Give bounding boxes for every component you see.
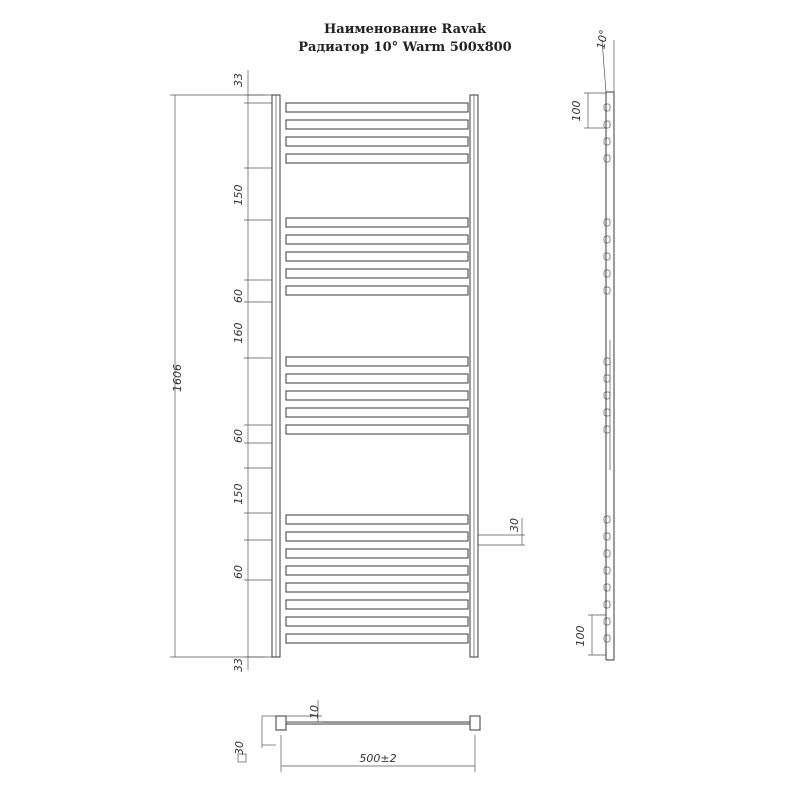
side-top-offset-label: 100	[570, 100, 583, 122]
side-bar-end	[604, 121, 610, 128]
bottom-view	[233, 700, 480, 772]
radiator-bar	[286, 120, 468, 129]
radiator-bars	[286, 103, 468, 643]
dimension-label: 60	[232, 565, 245, 579]
radiator-bar	[286, 391, 468, 400]
side-bar-end	[604, 253, 610, 260]
bottom-offset-label: 10	[308, 705, 321, 719]
side-angle-label: 10°	[594, 28, 611, 51]
radiator-bar	[286, 103, 468, 112]
side-bar-end	[604, 138, 610, 145]
drawing-title: Наименование Ravak	[323, 22, 487, 37]
radiator-bar	[286, 549, 468, 558]
radiator-bar	[286, 357, 468, 366]
radiator-bar	[286, 154, 468, 163]
side-bar-end	[604, 601, 610, 608]
radiator-bar	[286, 617, 468, 626]
radiator-bar	[286, 374, 468, 383]
side-bar-end	[604, 155, 610, 162]
dimension-label: 60	[232, 289, 245, 303]
front-view	[170, 70, 525, 672]
side-bar-end	[604, 104, 610, 111]
side-bar-end	[604, 550, 610, 557]
radiator-bar	[286, 269, 468, 278]
dimension-label: 60	[232, 429, 245, 443]
overall-height-label: 1606	[171, 364, 184, 392]
side-bar-end	[604, 533, 610, 540]
side-bar-end	[604, 584, 610, 591]
radiator-bar	[286, 600, 468, 609]
side-bar-end	[604, 270, 610, 277]
bottom-depth-label: 30	[233, 741, 246, 755]
radiator-bar	[286, 532, 468, 541]
side-bar-end	[604, 635, 610, 642]
bottom-width-label: 500±2	[359, 752, 397, 765]
connection-offset-label: 30	[508, 518, 521, 532]
drawing-subtitle: Радиатор 10° Warm 500x800	[298, 40, 512, 55]
radiator-bar	[286, 252, 468, 261]
side-bar-end	[604, 236, 610, 243]
side-bar-end	[604, 409, 610, 416]
radiator-bar	[286, 218, 468, 227]
side-bar-end	[604, 375, 610, 382]
side-bar-end	[604, 618, 610, 625]
radiator-bar	[286, 235, 468, 244]
radiator-bar	[286, 425, 468, 434]
side-bar-ends	[604, 104, 610, 642]
side-bar-end	[604, 358, 610, 365]
side-view	[570, 29, 614, 660]
side-bar-end	[604, 426, 610, 433]
side-bar-end	[604, 219, 610, 226]
radiator-bar	[286, 286, 468, 295]
dimension-label: 150	[232, 483, 245, 505]
side-bar-end	[604, 392, 610, 399]
dimension-label: 33	[232, 658, 245, 672]
radiator-bar	[286, 566, 468, 575]
radiator-bar	[286, 583, 468, 592]
left-dimension-chain	[232, 70, 272, 672]
radiator-bar	[286, 137, 468, 146]
dimension-label: 150	[232, 184, 245, 206]
side-bar-end	[604, 516, 610, 523]
dimension-label: 160	[232, 322, 245, 344]
side-bar-end	[604, 287, 610, 294]
radiator-bar	[286, 408, 468, 417]
dimension-label: 33	[232, 73, 245, 87]
radiator-bar	[286, 634, 468, 643]
side-bottom-offset-label: 100	[574, 625, 587, 647]
side-bar-end	[604, 567, 610, 574]
radiator-bar	[286, 515, 468, 524]
